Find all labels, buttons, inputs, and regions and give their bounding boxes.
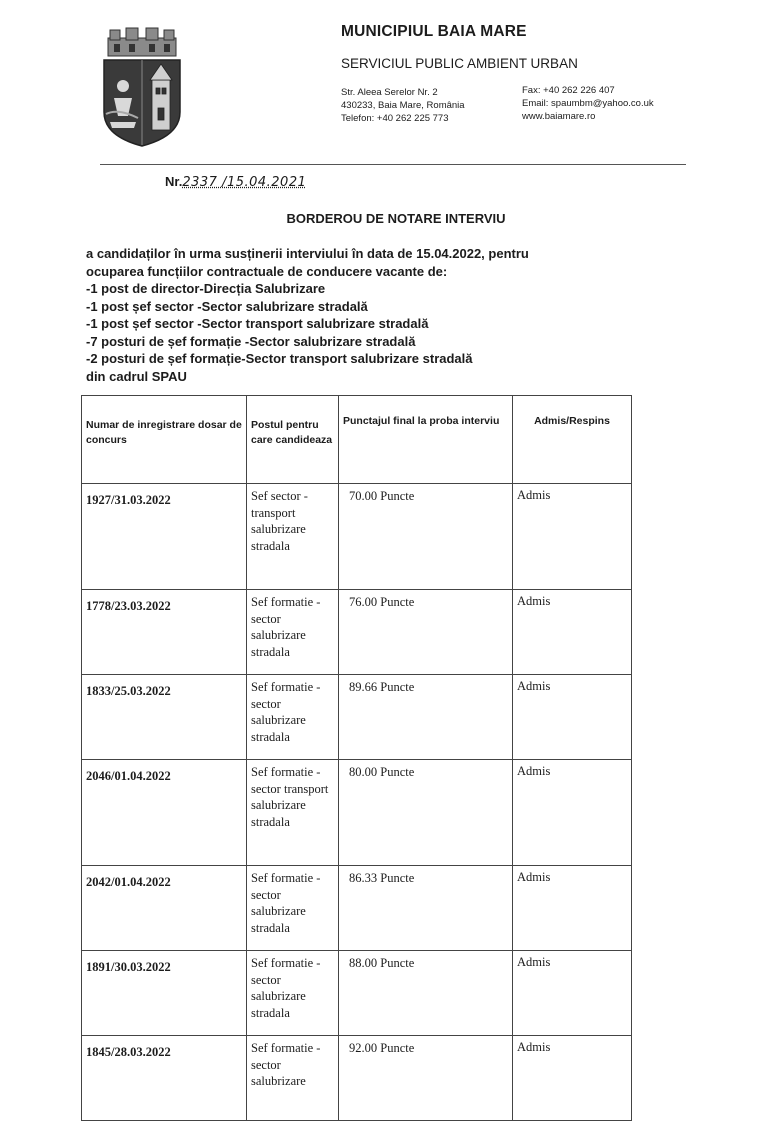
header-final-score: Punctajul final la proba interviu xyxy=(339,396,513,484)
cell-result: Admis xyxy=(513,760,632,866)
cell-registration-number: 1845/28.03.2022 xyxy=(82,1036,247,1121)
cell-registration-number: 1891/30.03.2022 xyxy=(82,951,247,1036)
cell-registration-number: 2042/01.04.2022 xyxy=(82,866,247,951)
header-position: Postul pentru care candideaza xyxy=(247,396,339,484)
cell-position: Sef formatie -sector salubrizare stradala xyxy=(247,675,339,760)
cell-result: Admis xyxy=(513,866,632,951)
cell-result: Admis xyxy=(513,590,632,675)
table-row xyxy=(82,1036,632,1121)
cell-position: Sef formatie -sector salubrizare stradala xyxy=(247,590,339,675)
registration-number xyxy=(165,174,306,190)
address-line: Str. Aleea Serelor Nr. 2 xyxy=(341,87,438,98)
cell-score: 88.00 Puncte xyxy=(339,951,513,1036)
cell-position: Sef formatie -sector transport salubrizare stradala xyxy=(247,760,339,866)
cell-registration-number: 2046/01.04.2022 xyxy=(82,760,247,866)
intro-line: din cadrul SPAU xyxy=(86,368,187,384)
intro-line: -2 posturi de șef formație-Sector transport salubrizare stradală xyxy=(86,351,473,366)
cell-registration-number: 1833/25.03.2022 xyxy=(82,675,247,760)
intro-line: -1 post de director-Direcția Salubrizare xyxy=(86,281,326,296)
table-row xyxy=(82,760,632,866)
cell-result: Admis xyxy=(513,1036,632,1121)
header-registration-number: Numar de inregistrare dosar de concurs xyxy=(82,396,247,484)
cell-registration-number: 1778/23.03.2022 xyxy=(82,590,247,675)
registration-handwritten-value: 2337 /15.04.2021 xyxy=(182,175,307,190)
table-row xyxy=(82,866,632,951)
cell-result: Admis xyxy=(513,675,632,760)
cell-position: Sef formatie -sector salubrizare stradala xyxy=(247,951,339,1036)
registration-prefix: Nr. xyxy=(165,174,183,189)
header-divider xyxy=(100,164,686,165)
intro-line: -1 post șef sector -Sector salubrizare stradală xyxy=(86,298,368,314)
website-line: www.baiamare.ro xyxy=(522,111,596,122)
mural-crown-icon xyxy=(108,28,176,56)
cell-score: 86.33 Puncte xyxy=(339,866,513,951)
phone-line: Telefon: +40 262 225 773 xyxy=(341,113,449,124)
intro-paragraph xyxy=(86,245,666,385)
document-title: BORDEROU DE NOTARE INTERVIU xyxy=(286,211,506,226)
cell-result: Admis xyxy=(513,951,632,1036)
cell-score: 92.00 Puncte xyxy=(339,1036,513,1121)
cell-score: 80.00 Puncte xyxy=(339,760,513,866)
intro-line: -1 post șef sector -Sector transport salubrizare stradală xyxy=(86,316,429,331)
table-row xyxy=(82,590,632,675)
header-result: Admis/Respins xyxy=(513,396,632,484)
cell-position: Sef formatie -sector salubrizare stradala xyxy=(247,866,339,951)
organization-name: MUNICIPIUL BAIA MARE xyxy=(341,23,527,40)
table-row xyxy=(82,951,632,1036)
email-line: Email: spaumbm@yahoo.co.uk xyxy=(522,98,654,109)
fax-line: Fax: +40 262 226 407 xyxy=(522,85,615,96)
intro-line: -7 posturi de șef formație -Sector salubrizare stradală xyxy=(86,333,416,349)
intro-line: ocuparea funcțiilor contractuale de conducere vacante de: xyxy=(86,263,448,279)
cell-score: 89.66 Puncte xyxy=(339,675,513,760)
table-row xyxy=(82,484,632,590)
address-line: 430233, Baia Mare, România xyxy=(341,100,465,111)
cell-score: 70.00 Puncte xyxy=(339,484,513,590)
cell-score: 76.00 Puncte xyxy=(339,590,513,675)
postal-address xyxy=(341,86,465,125)
organization-service: SERVICIUL PUBLIC AMBIENT URBAN xyxy=(341,56,578,71)
table-header-row xyxy=(82,396,632,484)
cell-result: Admis xyxy=(513,484,632,590)
cell-position: Sef formatie -sector salubrizare xyxy=(247,1036,339,1121)
results-table xyxy=(81,395,632,1121)
table-row xyxy=(82,675,632,760)
contact-details xyxy=(522,84,654,123)
cell-registration-number: 1927/31.03.2022 xyxy=(82,484,247,590)
coat-of-arms-logo xyxy=(98,24,186,148)
cell-position: Sef sector - transport salubrizare stradala xyxy=(247,484,339,590)
intro-line: a candidaților în urma susținerii interviului în data de 15.04.2022, pentru xyxy=(86,246,529,261)
